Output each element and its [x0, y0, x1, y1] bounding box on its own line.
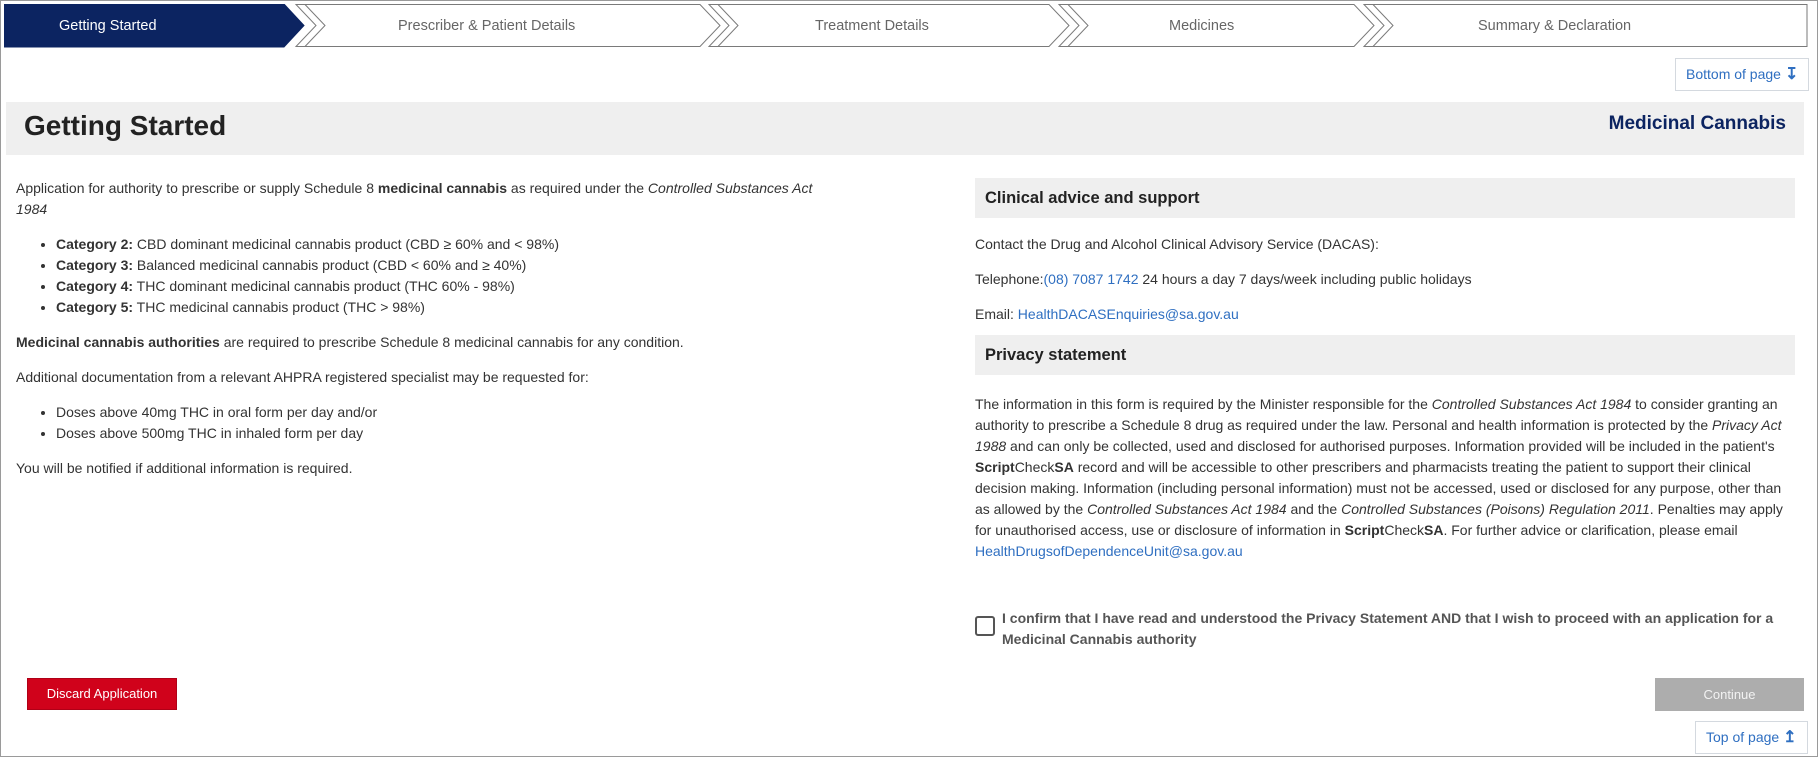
- intro-text: Application for authority to prescribe or supply Schedule 8: [16, 180, 378, 196]
- telephone-hours: 24 hours a day 7 days/week including public holidays: [1138, 271, 1472, 287]
- privacy-text: . For further advice or clarification, please email: [1443, 522, 1738, 538]
- scriptchecksa-brand: SA: [1054, 459, 1074, 475]
- step-summary-declaration[interactable]: Summary & Declaration: [1478, 18, 1632, 34]
- category-label: Category 3:: [56, 257, 134, 273]
- privacy-statement: [975, 394, 1795, 562]
- scriptchecksa-brand: Check: [1014, 459, 1055, 475]
- privacy-confirm-checkbox[interactable]: [975, 616, 995, 636]
- telephone-link[interactable]: (08) 7087 1742: [1043, 271, 1139, 287]
- notified-paragraph: You will be notified if additional information is required.: [16, 460, 353, 476]
- clinical-email: [975, 304, 1795, 325]
- authorities-bold: Medicinal cannabis authorities: [16, 334, 220, 350]
- privacy-heading: Privacy statement: [975, 335, 1795, 375]
- intro-text: as required under the: [507, 180, 648, 196]
- telephone-label: Telephone:: [975, 271, 1044, 287]
- list-item: [56, 297, 836, 318]
- privacy-confirm-label[interactable]: I confirm that I have read and understood the Privacy Statement AND that I wish to proceed with an application for a Medicinal Cannabis authority: [1002, 610, 1774, 647]
- page-title: Getting Started: [24, 110, 227, 141]
- clinical-heading: Clinical advice and support: [975, 178, 1795, 218]
- step-getting-started[interactable]: Getting Started: [59, 18, 157, 34]
- list-item: • Doses above 500mg THC in inhaled form per day: [56, 423, 836, 444]
- scriptchecksa-brand: SA: [1424, 522, 1444, 538]
- scriptchecksa-brand: Script: [1344, 522, 1385, 538]
- category-text: Balanced medicinal cannabis product (CBD < 60% and ≥ 40%): [133, 257, 527, 273]
- privacy-act: Controlled Substances (Poisons) Regulation 2011: [1341, 501, 1650, 517]
- list-item: • Doses above 40mg THC in oral form per day and/or: [56, 402, 836, 423]
- clinical-telephone: [975, 269, 1795, 290]
- clinical-contact: Contact the Drug and Alcohol Clinical Advisory Service (DACAS):: [975, 236, 1379, 252]
- privacy-text: . Penalties may apply for unauthorised access, use or disclosure of information in: [975, 501, 1783, 538]
- arrow-down-icon: ↧: [1784, 66, 1799, 83]
- list-item: [56, 234, 836, 255]
- step-prescriber-patient-details[interactable]: Prescriber & Patient Details: [398, 18, 576, 34]
- page-subtitle: Medicinal Cannabis: [1608, 113, 1786, 134]
- category-label: Category 2:: [56, 236, 134, 252]
- top-of-page-label: Top of page: [1706, 729, 1780, 745]
- scriptchecksa-brand: Script: [975, 459, 1015, 475]
- arrow-up-icon: ↥: [1783, 729, 1797, 746]
- dacas-email-link[interactable]: HealthDACASEnquiries@sa.gov.au: [1017, 306, 1239, 322]
- category-label: Category 5:: [56, 299, 134, 315]
- title-band: [6, 102, 1804, 155]
- bottom-of-page-button[interactable]: [1675, 58, 1809, 91]
- intro-bold: medicinal cannabis: [377, 180, 508, 196]
- intro-act: Controlled Substances Act 1984: [16, 180, 813, 217]
- top-of-page-button[interactable]: [1695, 721, 1808, 754]
- privacy-text: The information in this form is required by the Minister responsible for the: [975, 396, 1432, 412]
- bottom-of-page-label: Bottom of page: [1686, 66, 1781, 82]
- category-text: CBD dominant medicinal cannabis product (CBD ≥ 60% and < 98%): [133, 236, 559, 252]
- scriptchecksa-brand: Check: [1384, 522, 1425, 538]
- category-label: Category 4:: [56, 278, 134, 294]
- privacy-act: Controlled Substances Act 1984: [1431, 396, 1632, 412]
- privacy-text: and the: [1286, 501, 1342, 517]
- privacy-text: and can only be collected, used and disclosed for authorised purposes. Information provided will be included in the patient's: [1006, 438, 1775, 454]
- email-label: Email:: [975, 306, 1018, 322]
- dose-list: [56, 402, 836, 444]
- privacy-text: to consider granting an authority to prescribe a Schedule 8 drug as required under the law. Personal and health information is protected by the: [975, 396, 1778, 433]
- category-text: THC dominant medicinal cannabis product (THC 60% - 98%): [133, 278, 515, 294]
- list-item: [56, 255, 836, 276]
- continue-button[interactable]: Continue: [1655, 678, 1804, 711]
- privacy-email-link[interactable]: HealthDrugsofDependenceUnit@sa.gov.au: [975, 543, 1243, 559]
- progress-stepper: [4, 4, 1808, 48]
- info-section: [975, 178, 1795, 562]
- discard-application-button[interactable]: Discard Application: [27, 678, 177, 710]
- authorities-paragraph: [16, 332, 836, 353]
- privacy-act: Privacy Act 1988: [975, 417, 1782, 454]
- step-treatment-details[interactable]: Treatment Details: [815, 18, 929, 34]
- additional-doc-paragraph: Additional documentation from a relevant AHPRA registered specialist may be requested for:: [16, 369, 589, 385]
- step-medicines[interactable]: Medicines: [1169, 18, 1235, 34]
- authorities-text: are required to prescribe Schedule 8 medicinal cannabis for any condition.: [219, 334, 684, 350]
- privacy-text: record and will be accessible to other prescribers and pharmacists treating the patient to support their clinical decision making. Information (including personal information) must not be accessed, used or disclosed for any purpose, other than as allowed by the: [975, 459, 1782, 517]
- category-list: [56, 234, 836, 318]
- privacy-act: Controlled Substances Act 1984: [1087, 501, 1287, 517]
- category-text: THC medicinal cannabis product (THC > 98%): [133, 299, 425, 315]
- intro-section: [16, 178, 836, 493]
- list-item: [56, 276, 836, 297]
- intro-paragraph: [16, 178, 836, 220]
